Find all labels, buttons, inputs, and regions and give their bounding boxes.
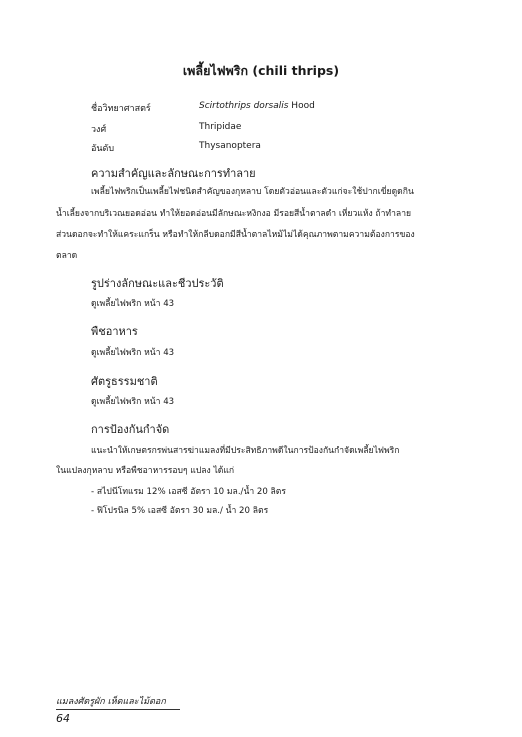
scientific-name-label: ชื่อวิทยาศาสตร์ bbox=[91, 104, 151, 114]
order-value: Thysanoptera bbox=[199, 141, 261, 151]
natural-enemies-heading: ศัตรูธรรมชาติ bbox=[91, 375, 158, 388]
order-label: อันดับ bbox=[91, 144, 115, 154]
hosts-heading: พืชอาหาร bbox=[91, 325, 138, 338]
importance-line-1: เพลี้ยไฟพริกเป็นเพลี้ยไฟชนิดสำคัญของกุหลาบ โดยตัวอ่อนและตัวแก่จะใช้ปากเขี่ยดูดกิน bbox=[91, 187, 414, 197]
importance-line-2: น้ำเลี้ยงจากบริเวณยอดอ่อน ทำให้ยอดอ่อนมีลักษณะหงิกงอ มีรอยสีน้ำตาลดำ เหี่ยวแห้ง ถ้าทำลาย bbox=[56, 209, 412, 219]
hosts-ref: ดูเพลี้ยไฟพริก หน้า 43 bbox=[91, 348, 175, 358]
natural-enemies-ref: ดูเพลี้ยไฟพริก หน้า 43 bbox=[91, 397, 175, 407]
scientific-name-author: Hood bbox=[291, 101, 315, 111]
control-bullet-1: - สไปนีโทแรม 12% เอสซี อัตรา 10 มล./น้ำ 20 ลิตร bbox=[91, 487, 287, 497]
page-number: 64 bbox=[56, 712, 70, 725]
family-label: วงศ์ bbox=[91, 125, 107, 135]
importance-line-3: ส่วนดอกจะทำให้แคระแกร็น หรือทำให้กลีบดอกมีสีน้ำตาลไหม้ไม่ได้คุณภาพตามความต้องการของ bbox=[56, 230, 415, 240]
control-heading: การป้องกันกำจัด bbox=[91, 423, 170, 436]
family-value: Thripidae bbox=[199, 122, 242, 132]
footer-book-title: แมลงศัตรูผัก เห็ดและไม้ดอก bbox=[56, 697, 166, 707]
control-bullet-2: - ฟิโปรนิล 5% เอสซี อัตรา 30 มล./ น้ำ 20 ลิตร bbox=[91, 506, 269, 516]
footer-divider bbox=[56, 709, 180, 710]
control-line-2: ในแปลงกุหลาบ หรือพืชอาหารรอบๆ แปลง ได้แก่ bbox=[56, 466, 235, 476]
scientific-name-italic: Scirtothrips dorsalis bbox=[199, 101, 289, 111]
importance-line-4: ตลาด bbox=[56, 251, 78, 261]
control-line-1: แนะนำให้เกษตรกรพ่นสารฆ่าแมลงที่มีประสิทธิภาพดีในการป้องกันกำจัดเพลี้ยไฟพริก bbox=[91, 446, 400, 456]
morphology-heading: รูปร่างลักษณะและชีวประวัติ bbox=[91, 277, 224, 290]
scientific-name-value bbox=[199, 101, 315, 111]
morphology-ref: ดูเพลี้ยไฟพริก หน้า 43 bbox=[91, 299, 175, 309]
importance-heading: ความสำคัญและลักษณะการทำลาย bbox=[91, 167, 256, 180]
page-title: เพลี้ยไฟพริก (chili thrips) bbox=[182, 63, 340, 78]
